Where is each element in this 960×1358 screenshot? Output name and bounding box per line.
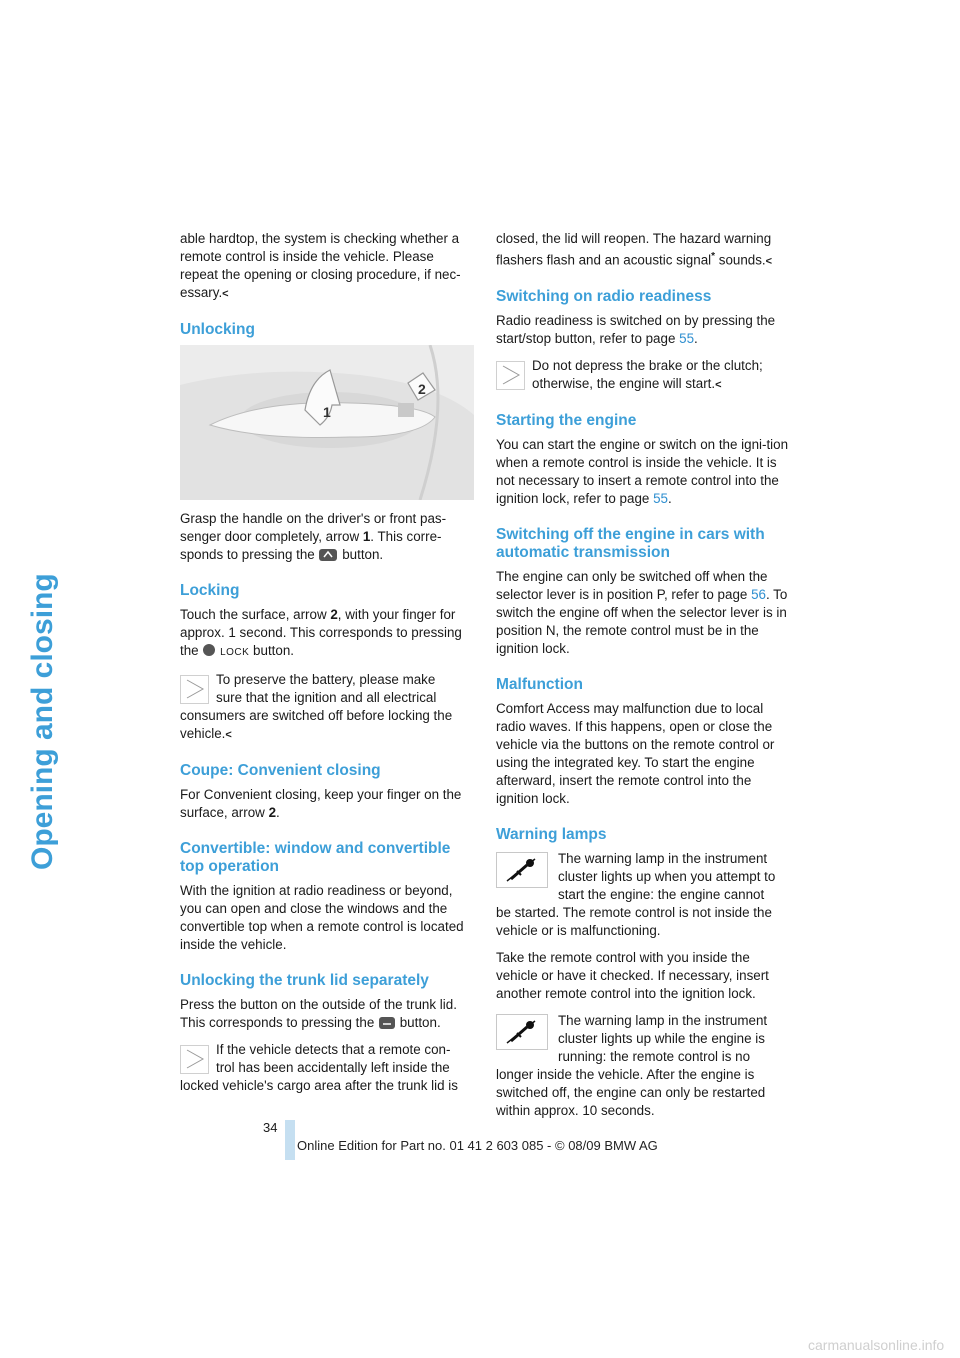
auto-transmission-paragraph: The engine can only be switched off when the selector lever is in position P, refer to page 56. To switch the engine off when the selector lever is in position N, the remote control must be in the ignition lock.	[496, 569, 788, 657]
note-triangle-icon	[180, 675, 209, 704]
page-link-55[interactable]: 55	[679, 331, 695, 347]
page-link-56[interactable]: 56	[751, 587, 766, 603]
key-warning-lamp-icon	[496, 852, 548, 888]
key-warning-lamp-icon	[496, 1014, 548, 1050]
radio-note: Do not depress the brake or the clutch; otherwise, the engine will start.<	[496, 357, 791, 394]
unlock-button-icon	[318, 547, 338, 563]
convertible-paragraph: With the ignition at radio readiness or beyond, you can open and close the windows and the convertible top when a remote control is located inside the vehicle.	[180, 883, 464, 952]
trunk-heading: Unlocking the trunk lid separately	[180, 972, 429, 989]
warning-lamps-heading: Warning lamps	[496, 826, 607, 844]
coupe-paragraph: For Convenient closing, keep your finger on the surface, arrow 2.	[180, 787, 462, 820]
coupe-heading: Coupe: Convenient closing	[180, 762, 381, 779]
page-number: 34	[263, 1120, 278, 1135]
unlocking-heading: Unlocking	[180, 321, 255, 338]
malfunction-heading: Malfunction	[496, 676, 583, 694]
footer-accent-bar	[285, 1120, 295, 1160]
locking-paragraph: Touch the surface, arrow 2, with your finger for approx. 1 second. This corresponds to pressing the LOCK button.	[180, 607, 462, 658]
locking-heading: Locking	[180, 582, 240, 599]
note-triangle-icon	[180, 1045, 209, 1074]
convertible-heading: Convertible: window and convertible top operation	[180, 840, 451, 875]
warning-lamp-note-2: The warning lamp in the instrument cluster lights up while the engine is running: the remote control is no longer inside the vehicle. After the engine is switched off, the engine can only be restarted within approx. 10 seconds.	[496, 1013, 768, 1119]
trunk-button-icon	[378, 1015, 396, 1031]
radio-paragraph: Radio readiness is switched on by pressing the start/stop button, refer to page 55.	[496, 313, 776, 347]
edition-text: Online Edition for Part no. 01 41 2 603 085 - © 08/09 BMW AG	[297, 1138, 658, 1153]
sidebar-title-text: Opening and closing	[26, 573, 59, 870]
right-column	[496, 230, 791, 1129]
left-column	[180, 230, 475, 1104]
page-link-55[interactable]: 55	[653, 491, 668, 507]
start-heading: Starting the engine	[496, 412, 637, 430]
trunk-note: If the vehicle detects that a remote con- trol has been accidentally left inside the locked vehicle's cargo area after the trunk lid is	[180, 1042, 458, 1093]
note-triangle-icon	[496, 361, 525, 390]
unlocking-paragraph: Grasp the handle on the driver's or front pas-senger door completely, arrow 1. This corre-sponds to pressing the button.	[180, 511, 447, 562]
lock-button-icon	[202, 643, 216, 659]
intro-paragraph: able hardtop, the system is checking whether a remote control is inside the vehicle. Please repeat the opening or closing procedure, if nec-essary.<	[180, 231, 461, 300]
radio-heading: Switching on radio readiness	[496, 288, 712, 306]
site-watermark: carmanualsonline.info	[808, 1337, 945, 1353]
warning-follow-paragraph: Take the remote control with you inside the vehicle or have it checked. If necessary, insert another remote control into the ignition lock.	[496, 950, 769, 1002]
lock-button-label: LOCK	[220, 647, 250, 658]
start-paragraph: You can start the engine or switch on the igni-tion when a remote control is inside the vehicle. It is not necessary to insert a remote control into the ignition lock, refer to page 55.	[496, 437, 789, 507]
warning-lamp-note-1: The warning lamp in the instrument cluster lights up when you attempt to start the engine: the engine cannot be started. The remote control is not inside the vehicle or is malfunctioning.	[496, 851, 776, 939]
malfunction-paragraph: Comfort Access may malfunction due to local radio waves. If this happens, open or close the vehicle via the buttons on the remote control or using the integrated key. To start the engine afterward, insert the remote control into the ignition lock.	[496, 701, 775, 807]
section-sidebar-title	[8, 230, 68, 870]
locking-note: To preserve the battery, please make sure that the ignition and all electrical consumers are switched off before locking the vehicle.<	[180, 672, 453, 741]
trunk-paragraph: Press the button on the outside of the trunk lid. This corresponds to pressing the button.	[180, 997, 457, 1030]
door-handle-illustration	[180, 345, 474, 500]
figure-arrow-1: 1	[323, 404, 331, 420]
continued-paragraph: closed, the lid will reopen. The hazard warning flashers flash and an acoustic signal* sounds.<	[496, 231, 773, 268]
figure-arrow-2: 2	[418, 381, 426, 397]
auto-transmission-heading: Switching off the engine in cars with automatic transmission	[496, 526, 765, 562]
